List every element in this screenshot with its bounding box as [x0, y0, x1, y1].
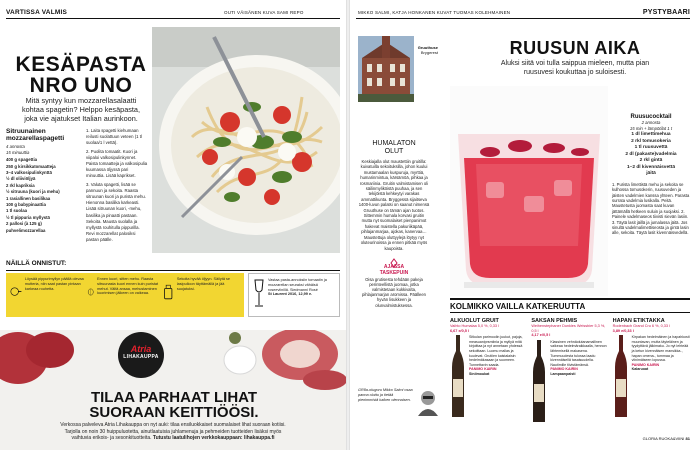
ingredient-item: 2 pallosi (à 125 g) [6, 221, 42, 227]
beer-title: KOLMIKKO VAILLA KATKERUUTTA [450, 302, 586, 311]
wine-glass-icon [253, 278, 265, 310]
ingredient-item: 400 g spagettia [6, 157, 38, 163]
beer-bottle-icon [613, 335, 629, 419]
beer-item [613, 318, 690, 440]
beer-sub: Rodenbach Grand Cru 6 %, 0,33 l [612, 324, 670, 328]
beer-price: 6,67 e/0,5 l [450, 328, 469, 333]
building-caption: Gruuthuse Brygerest [417, 45, 438, 55]
ingredient-item: 250 g kirsikkatomaatteja [6, 163, 56, 169]
beer-shop: Siniimoukat [469, 371, 490, 376]
side-text: Keskiajalla olut maustettiin gruitilla: kuivatuilla sekoituksilla, johon kuului mustamaalan kuspuruja, myrttiä, humarinmintua, kärsämöä, pihkaa ja rosmariinia. Gruitin valmistamisen oli säilinmyliköistä puuhaa, ja sen tekijöistä kehkeytyi varakas ammattikunta. Bryggessä sijaitseva 1400-luvun palatsi on saanut nimensä Gruuthuse on tämän ajan tuotos. Sittemmin humala korvasi gruitin mutta nyt suomalaiset pienpanimot hakevat maistella pakuriikäpää, pihlajanmarjaa, ajokas, kanervaa… Maustettuja oluttyylejä löytyy nyt oluteurinoissa ja ennen pitkää myös kaupoista. [358, 159, 430, 251]
author-text: GR8a-olugoru Mikko Salmi osaa panna oluttu ja tietää pienimmistä kaiken olennaisen. [358, 388, 413, 402]
left-credits: OUTI VÄISÄNEN KUVA SAMI REPO [224, 10, 304, 15]
cocktail-time: 15 min + lämpötilat 1 t [629, 125, 673, 131]
ingredient-item: ½ tl pippuria myllystä [6, 214, 50, 220]
beer-sub: Weihenstephaner Dunkles Weissbier 5,3 %, 0,5 l [531, 324, 606, 333]
cocktail-ingredient: 1 dl limettimehua [631, 132, 671, 138]
beer-brand: PANIMO KAIRIN [550, 367, 578, 372]
tools-title: NÄILLÄ ONNISTUT: [6, 260, 67, 267]
pasta-photo [152, 27, 340, 253]
beer-bottle-icon [450, 335, 466, 419]
cocktail-ingredient: 1 tl ruusuvettä [634, 145, 668, 151]
beer-item [450, 318, 527, 440]
header-rule [356, 18, 690, 19]
atria-logo: Atria LIHAKAUPPA [118, 332, 164, 378]
beer-bottle-icon [531, 340, 547, 424]
ingredient-list [6, 157, 82, 234]
meat-photo [0, 330, 346, 392]
tools-box [6, 273, 244, 317]
tool-item-lemon [87, 277, 164, 313]
tool-text: Sekoita hyvää öljyyn. Säilytä se lasipulloon täyttämällä ja jää suojatuksi. [176, 277, 230, 291]
lead-text: Mitä syntyy kun mozzarellasalaatti kohtaa spagetin? Helppo kesäpasta, joka vie ajatukset Italian aurinkoon. [21, 96, 141, 123]
tool-text: Löysää pippurimyllyn päällä olevaa mutteria, niin saat pastan pintaan karkeaa rouhetta. [24, 277, 84, 291]
beer-text: Sitkulan parimoolin juukut, pajuja, measuaniprsmiinia ja myllyä mitä kirjoittaa ja nyt annetaan yhdessä sekoittaan. Luomu mallas ja kuulevat. Grutiien kaistalaisin hedelmäkasaan ja suomeen. Tunnettavin saada. [469, 335, 523, 367]
atria-ad [0, 330, 346, 450]
tool-text: Ennen kuori, sitten mehu. Raasta sitruunasta kuori ennen kuin puristat mehut. Vältä ansaa, mehustaminen kuorimisen jälkeen on vaikeaa. [97, 277, 159, 296]
pan-icon [10, 277, 22, 307]
pasta-bowl-illustration [152, 27, 340, 253]
lead-text-right: Aluksi siitä voi tulla saippua mieleen, mutta pian ruusuvesi koukuttaa jo suloisesti. [500, 60, 650, 76]
tip-title: AJASSA TASKEPUIN [379, 263, 409, 276]
author-avatar [416, 388, 440, 416]
cocktail-steps: 1. Purista limettistä mehu ja sekoita se kulhossa tomusokerin, ruusuveden ja jäisten vadelmien kanssa yhteen. Parasta surrata vadelmia lusikalla. Peitä. Maustetusta juomasta saat kuvan jättämällä hetkeen suluin ja suojaksi. 2. Painele vadelmaseos tiivisti sievän lasiin. 3. Täytä lasit jäillä ja jumalassa jäitä. Jos sinultä vadelmalimettiseosta ja gintä lasin alle, sekoita. Täytä lasit kivennäisvedellä. [612, 181, 690, 236]
lemon-icon [87, 277, 94, 307]
beer-name: SAKSAN PEHMIS [531, 318, 578, 324]
tools-section [6, 260, 340, 271]
page-title: KESÄPASTA NRO UNO [15, 53, 147, 97]
ingredient-item: puhvelimozzarellaa [6, 227, 46, 233]
tool-item-bottle [163, 277, 240, 313]
cocktail-ingredients [612, 132, 690, 178]
header-rule [6, 18, 340, 19]
ad-headline: TILAA PARHAAT LIHAT SUORAAN KEITTIÖÖSI. [89, 389, 259, 421]
drink-photo [450, 86, 608, 296]
beer-name: HAPAN ETIKTAKKA [612, 318, 665, 324]
recipe-name: Sitruunainen mozzarellaspagetti [6, 128, 65, 142]
page-title-right: RUUSUN AIKA [509, 38, 641, 58]
author-box [358, 388, 442, 416]
cocktail-ingredient: 1–2 dl kivennäisvettä [627, 164, 675, 170]
section-label-right: PYSTYBAARI [642, 9, 690, 16]
right-page [350, 0, 696, 450]
beer-list [450, 318, 690, 440]
ingredient-item: 1 tl suolaa [6, 208, 28, 214]
ingredient-item: 1 rasiallinen basilikaa [6, 195, 51, 201]
page-number: 81 [685, 436, 690, 441]
beer-brand: PANIMO KAIRIN [469, 367, 497, 372]
recipe-step: 2. Puolita tomaatit. Kuori ja viipaloi valkosipulinkynnet. Paista tomaatteja ja valkosipulia kuumassa öljyssä pari minuuttia. Lisää kaprikset. [86, 148, 148, 179]
beer-price: 3,89 e/0,33 l [612, 328, 634, 333]
right-credits: MIKKO SALMI, KATJA HONKANEN KUVAT TUOMAS KOLEHMAINEN [358, 10, 511, 15]
cocktail-ingredient: jäitä [646, 171, 656, 177]
cocktail-servings: 2 annosta [641, 120, 661, 125]
cocktail-ingredient: 2 rkl tomusokeria [631, 138, 671, 144]
ingredient-item: ½ dl oliiviöljyä [6, 176, 36, 182]
tool-item-pan [10, 277, 87, 313]
beer-shop: Kalaruoat [631, 367, 649, 372]
recipe-ingredients [6, 128, 82, 234]
beer-price: 4,17 e/0,5 l [531, 333, 551, 338]
cocktail-ingredient: 2 rkl gintä [639, 158, 663, 164]
bottle-icon [163, 277, 173, 307]
beer-sub: Vaihto Humalaa 5,0 %, 0,33 l [450, 324, 499, 328]
beer-text: Klassinen vehnäolutanamallinen vaikeaa hedelmäraikkaalla, hennon lähtemisellä makasena. Tummuudesta tulossa laadu kivennäisellä tasaisuudella. Nautimille tiivistämänsä. [550, 339, 607, 367]
ingredient-item: ½ sitruuna (kuori ja mehu) [6, 189, 60, 195]
ingredient-item: 3–4 valkosipulinkynttä [6, 170, 52, 175]
ad-cta[interactable]: Tutustu laatulihojen verkkokauppaan: lihakauppa.fi [152, 435, 275, 441]
recipe-servings: 4 annosta [6, 144, 25, 149]
beer-brand: PANIMO KAIRIN [631, 362, 660, 367]
beer-name: ALKUOLUT GRUIT [450, 318, 499, 324]
ingredient-item: 2 rkl kapriksia [6, 182, 35, 188]
beer-text: Kirpakan hedelmäinen ja hapahkosti muuntavan, mutta täyteläinen ja tyydyttävä jälkimaku. Jo nyt lehteää ja ketun kivennäisen mansikka-, hapan omena-, tummaa ja viinimäiseen lopussa. [631, 335, 690, 363]
recipe-step: 3. Valuta spagetti, lisää se pannuun ja sekoita. Raasta sitruunan kuori ja purista mehu. Hienonna basilika karkeasti. Lisää sitruunan kuori, -mehu, basilika ja pinaatti pastaan. Sekoita. Mausta suolalla ja myllystä rouhitulla pippurilla. Revi mozzarellat palosiksi pastan päälle. [86, 181, 146, 243]
side-title: HUMALATON OLUT [372, 140, 416, 155]
beer-shop: Lampaanpaisti [550, 371, 576, 376]
tip-text: Oisa grutisesta tehdään pakeja perinteellistä juomaa, jotka valmistetaan kukkivalta, pihlajanmarjan aromissa. Päälleen hyvän lisukkeen ja olunvalmistuksessa. [361, 276, 426, 308]
section-label: VARTISSA VALMIS [6, 9, 68, 16]
wine-text: Vastaa pasta-annoksiin tomaatin ja mozzarellan seuraksi vähäisä roseeviinillä. Siedmanni Rosé [268, 278, 327, 292]
recipe-steps [86, 128, 148, 246]
beer-section [450, 298, 690, 313]
page-footer: GLORIA RUOKA&VIINI 81 [642, 436, 690, 441]
left-page [0, 0, 346, 450]
recipe-step: 1. Laita spagetti kiehumaan reilusti suolattuun veteen (1 tl suolaa/1 l vettä). [86, 128, 142, 146]
cocktail-ingredient: 2 dl (pakaste)vadelmia [625, 151, 677, 157]
rose-cocktail-glass [450, 86, 608, 296]
beer-item [531, 318, 608, 440]
ingredient-item: 100 g babypinaattia [6, 202, 46, 208]
side-column [358, 140, 430, 308]
recipe-time: 15 minuuttia [6, 149, 30, 155]
wine-tip [248, 273, 340, 317]
cocktail-recipe [612, 114, 690, 236]
ad-body: Verkossa palveleva Atria Lihakauppa on nyt auki: tilaa ensiluokkaiset suomalaiset lihat suoraan kotiisi. Tarjolla on noin 30 huippuluotetta, ainutlaatuisia juhlamenuja ja pehmeiden tuotteiden lisäksi myös vaihtuvia erikois- ja sesonkituotteita. Tutustu laatulihojen verkkokauppaan: lihakauppa.fi [60, 422, 286, 441]
wine-price: St Laurent 2016, 12,99 e. [268, 292, 313, 297]
cocktail-name: Ruusucocktail [630, 114, 672, 120]
